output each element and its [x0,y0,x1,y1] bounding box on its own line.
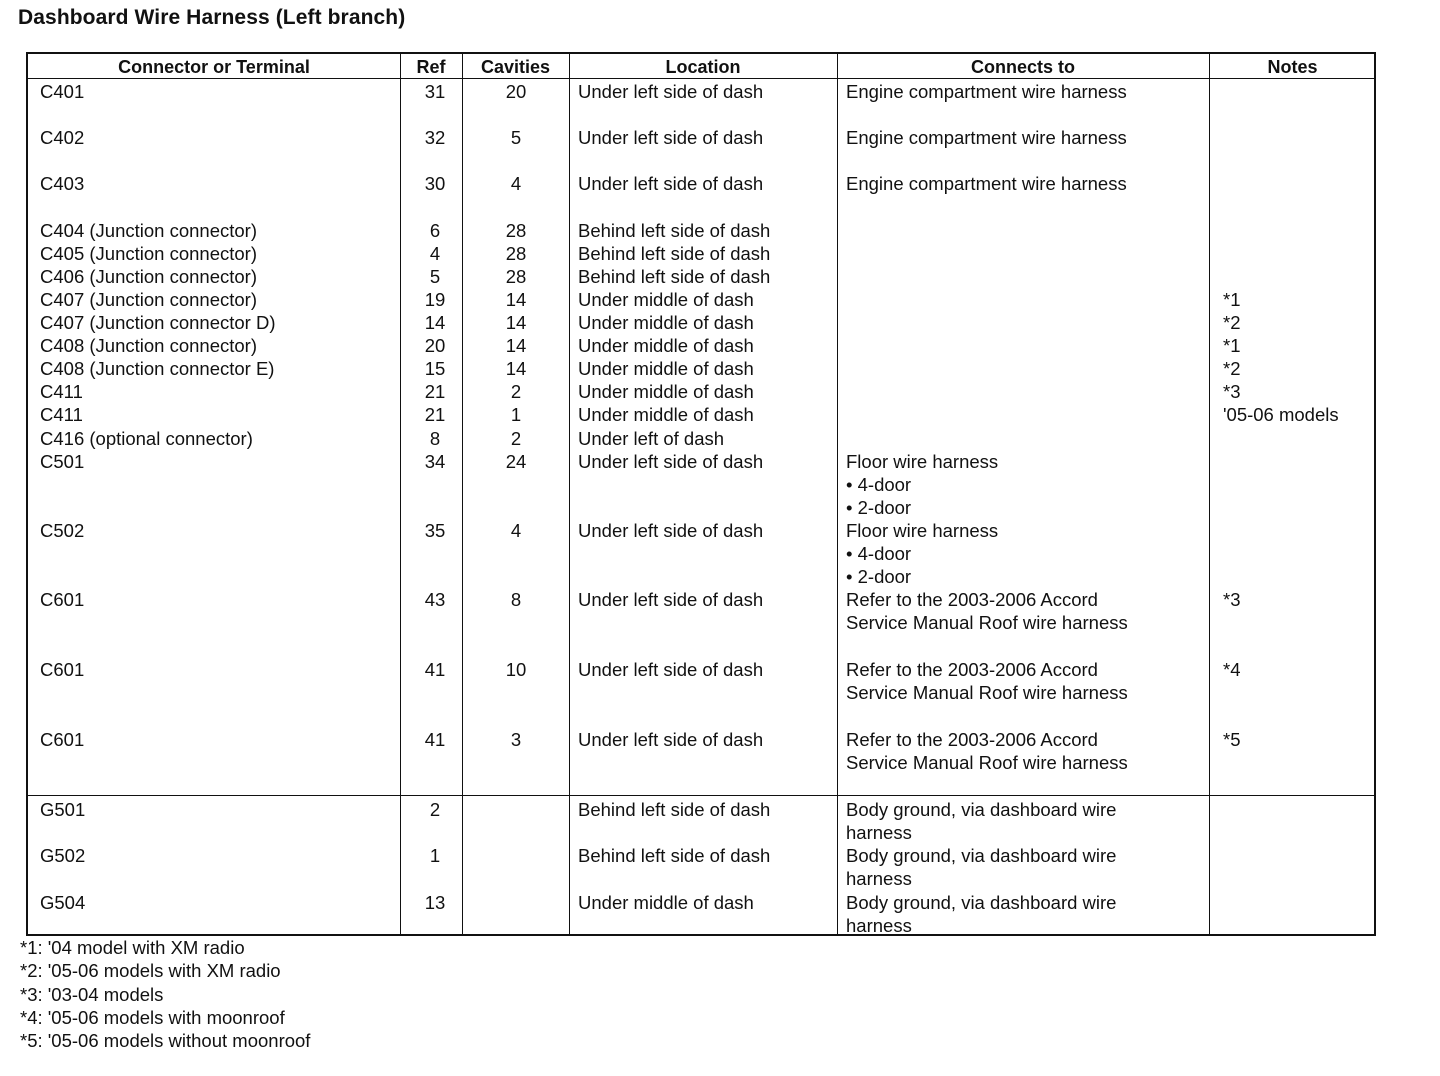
connects-to-line: harness [846,915,912,936]
ref-cell: 15 [424,358,446,379]
connects-to-line: Service Manual Roof wire harness [846,612,1128,633]
location-cell: Under middle of dash [578,312,754,333]
notes-cell: *1 [1223,289,1241,310]
section-divider [28,795,1374,796]
location-cell: Behind left side of dash [578,266,771,287]
ref-cell: 34 [424,451,446,472]
column-divider [837,54,838,934]
connects-to-cell [846,798,1116,844]
connects-to-line: Refer to the 2003-2006 Accord [846,589,1098,610]
connector-cell: C502 [40,520,85,541]
ref-cell: 2 [429,799,441,820]
ref-cell: 13 [424,892,446,913]
connects-to-line: Refer to the 2003-2006 Accord [846,729,1098,750]
connects-to-line: • 4-door [846,474,912,495]
connects-to-line: Refer to the 2003-2006 Accord [846,659,1098,680]
connector-cell: C406 (Junction connector) [40,266,257,287]
header-connects-to: Connects to [970,57,1075,77]
connects-to-line: Body ground, via dashboard wire [846,799,1117,820]
cavities-cell: 14 [505,335,527,356]
connects-to-cell [846,519,998,588]
connector-cell: C411 [40,381,83,402]
location-cell: Under left side of dash [578,173,764,194]
connects-to-line: Floor wire harness [846,520,999,541]
header-connector: Connector or Terminal [118,57,310,77]
notes-cell: *2 [1223,358,1241,379]
connector-cell: C403 [40,173,85,194]
connector-cell: C405 (Junction connector) [40,243,257,264]
connector-cell: C407 (Junction connector) [40,289,257,310]
notes-cell: *3 [1223,381,1241,402]
notes-cell: *1 [1223,335,1241,356]
column-divider [1209,54,1210,934]
page-title: Dashboard Wire Harness (Left branch) [18,6,406,29]
cavities-cell: 28 [505,243,527,264]
connects-to-line: • 2-door [846,497,912,518]
connects-to-line: Body ground, via dashboard wire [846,845,1117,866]
ref-cell: 14 [424,312,446,333]
location-cell: Under left side of dash [578,589,764,610]
connects-to-cell [846,450,998,519]
location-cell: Behind left side of dash [578,845,771,866]
footnotes [20,936,310,1052]
connects-to-line: Engine compartment wire harness [846,127,1127,148]
connector-cell: C402 [40,127,85,148]
location-cell: Under left side of dash [578,520,764,541]
connector-cell: C408 (Junction connector E) [40,358,275,379]
ref-cell: 35 [424,520,446,541]
cavities-cell: 2 [510,381,522,402]
connects-to-line: harness [846,822,912,843]
location-cell: Under left side of dash [578,451,764,472]
location-cell: Under left side of dash [578,659,764,680]
connects-to-cell [846,588,1128,634]
location-cell: Under middle of dash [578,335,754,356]
ref-cell: 21 [424,404,446,425]
ref-cell: 41 [424,729,446,750]
ref-cell: 43 [424,589,446,610]
notes-cell: *5 [1223,729,1241,750]
connector-cell: C601 [40,659,85,680]
connects-to-line: • 4-door [846,543,912,564]
connector-cell: G501 [40,799,86,820]
connector-cell: C401 [40,81,85,102]
connector-cell: C411 [40,404,83,425]
connector-cell: C407 (Junction connector D) [40,312,276,333]
footnote: *4: '05-06 models with moonroof [20,1006,285,1028]
cavities-cell: 4 [510,173,522,194]
connects-to-line: Engine compartment wire harness [846,81,1127,102]
header-cavities: Cavities [480,57,551,77]
ref-cell: 8 [429,428,441,449]
ref-cell: 5 [429,266,441,287]
ref-cell: 31 [424,81,446,102]
connector-cell: C601 [40,589,85,610]
location-cell: Behind left side of dash [578,799,771,820]
footnote: *1: '04 model with XM radio [20,937,245,958]
header-ref: Ref [416,57,446,77]
connector-cell: G502 [40,845,86,866]
connector-cell: C416 (optional connector) [40,428,253,449]
location-cell: Behind left side of dash [578,243,771,264]
location-cell: Under middle of dash [578,381,754,402]
connects-to-cell [846,658,1128,704]
location-cell: Under middle of dash [578,358,754,379]
footnote: *5: '05-06 models without moonroof [20,1030,311,1052]
connects-to-line: Body ground, via dashboard wire [846,892,1117,913]
location-cell: Behind left side of dash [578,220,771,241]
connects-to-line: harness [846,868,912,889]
connects-to-cell [846,728,1128,774]
connects-to-cell [846,844,1116,890]
ref-cell: 1 [429,845,441,866]
cavities-cell: 14 [505,312,527,333]
notes-cell: '05-06 models [1223,404,1339,425]
cavities-cell: 20 [505,81,527,102]
connects-to-line: Engine compartment wire harness [846,173,1127,194]
connector-cell: C408 (Junction connector) [40,335,257,356]
column-divider [569,54,570,934]
location-cell: Under left of dash [578,428,725,449]
ref-cell: 32 [424,127,446,148]
header-notes: Notes [1267,57,1318,77]
connects-to-line: • 2-door [846,566,912,587]
connector-cell: C404 (Junction connector) [40,220,257,241]
cavities-cell: 14 [505,289,527,310]
header-location: Location [665,57,741,77]
ref-cell: 6 [429,220,441,241]
connector-cell: C601 [40,729,85,750]
footnote: *3: '03-04 models [20,983,164,1005]
cavities-cell: 14 [505,358,527,379]
connects-to-line: Service Manual Roof wire harness [846,752,1128,773]
ref-cell: 4 [429,243,441,264]
location-cell: Under middle of dash [578,404,754,425]
connects-to-cell [846,891,1116,937]
cavities-cell: 4 [510,520,522,541]
connects-to-cell [846,172,1127,195]
connects-to-line: Service Manual Roof wire harness [846,682,1128,703]
location-cell: Under left side of dash [578,127,764,148]
cavities-cell: 2 [510,428,522,449]
location-cell: Under left side of dash [578,729,764,750]
cavities-cell: 28 [505,220,527,241]
connector-cell: G504 [40,892,86,913]
location-cell: Under left side of dash [578,81,764,102]
location-cell: Under middle of dash [578,289,754,310]
ref-cell: 19 [424,289,446,310]
connector-cell: C501 [40,451,85,472]
ref-cell: 20 [424,335,446,356]
connects-to-cell [846,126,1127,149]
footnote: *2: '05-06 models with XM radio [20,960,281,982]
cavities-cell: 8 [510,589,522,610]
cavities-cell: 28 [505,266,527,287]
cavities-cell: 10 [505,659,527,680]
cavities-cell: 1 [510,404,522,425]
connects-to-cell [846,80,1127,103]
notes-cell: *4 [1223,659,1241,680]
location-cell: Under middle of dash [578,892,754,913]
ref-cell: 21 [424,381,446,402]
notes-cell: *3 [1223,589,1241,610]
cavities-cell: 3 [510,729,522,750]
cavities-cell: 5 [510,127,522,148]
harness-table [26,52,1376,936]
notes-cell: *2 [1223,312,1241,333]
ref-cell: 41 [424,659,446,680]
ref-cell: 30 [424,173,446,194]
connects-to-line: Floor wire harness [846,451,999,472]
cavities-cell: 24 [505,451,527,472]
